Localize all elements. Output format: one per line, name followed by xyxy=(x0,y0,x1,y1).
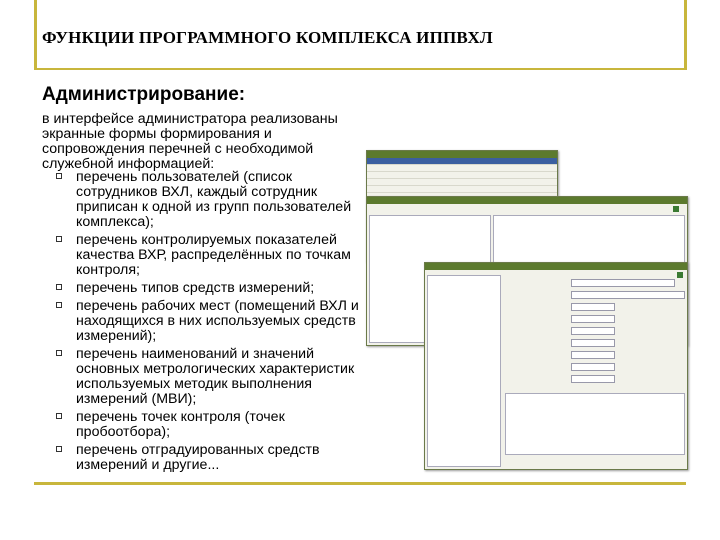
table-row xyxy=(367,165,557,172)
function-list xyxy=(62,170,362,476)
section-heading: Администрирование: xyxy=(42,84,246,105)
characteristics-table xyxy=(505,393,685,455)
list-item: перечень типов средств измерений; xyxy=(62,281,362,296)
form-field[interactable] xyxy=(571,339,615,347)
slide-title: ФУНКЦИИ ПРОГРАММНОГО КОМПЛЕКСА ИППВХЛ xyxy=(42,28,493,47)
window-titlebar xyxy=(367,197,687,204)
list-item: перечень рабочих мест (помещений ВХЛ и находящихся в них используемых средств измерений); xyxy=(62,299,362,344)
list-item: перечень контролируемых показателей качества ВХР, распределённых по точкам контроля; xyxy=(62,233,362,278)
square-bullet-icon xyxy=(56,236,62,242)
square-bullet-icon xyxy=(56,350,62,356)
status-square-icon xyxy=(677,272,683,278)
form-field[interactable] xyxy=(571,351,615,359)
form-field[interactable] xyxy=(571,291,685,299)
title-underline xyxy=(34,68,686,70)
table-row xyxy=(367,172,557,179)
list-item: перечень пользователей (список сотрудников ВХЛ, каждый сотрудник приписан к одной из групп пользователей комплекса); xyxy=(62,170,362,230)
intro-text: в интерфейсе администратора реализованы экранные формы формирования и сопровождения перечней с необходимой служебной информацией: xyxy=(42,111,338,172)
form-field[interactable] xyxy=(571,375,615,383)
tree-panel xyxy=(427,275,501,467)
form-field[interactable] xyxy=(571,363,615,371)
list-item: перечень наименований и значений основных метрологических характеристик используемых методик выполнения измерений (МВИ); xyxy=(62,347,362,407)
table-row xyxy=(367,186,557,193)
form-field[interactable] xyxy=(571,303,615,311)
frame-left-rule xyxy=(34,0,37,70)
screenshot-measuring-window xyxy=(424,262,688,470)
form-field[interactable] xyxy=(571,327,615,335)
list-item: перечень отградуированных средств измерений и другие... xyxy=(62,443,362,473)
square-bullet-icon xyxy=(56,413,62,419)
square-bullet-icon xyxy=(56,173,62,179)
frame-bottom-rule xyxy=(34,482,686,485)
frame-right-rule xyxy=(684,0,687,70)
form-field[interactable] xyxy=(571,315,615,323)
square-bullet-icon xyxy=(56,446,62,452)
square-bullet-icon xyxy=(56,302,62,308)
table-row xyxy=(367,158,557,165)
status-square-icon xyxy=(673,206,679,212)
table-row xyxy=(367,179,557,186)
list-item: перечень точек контроля (точек пробоотбора); xyxy=(62,410,362,440)
form-field[interactable] xyxy=(571,279,675,287)
window-titlebar xyxy=(425,263,687,270)
window-titlebar xyxy=(367,151,557,158)
square-bullet-icon xyxy=(56,284,62,290)
